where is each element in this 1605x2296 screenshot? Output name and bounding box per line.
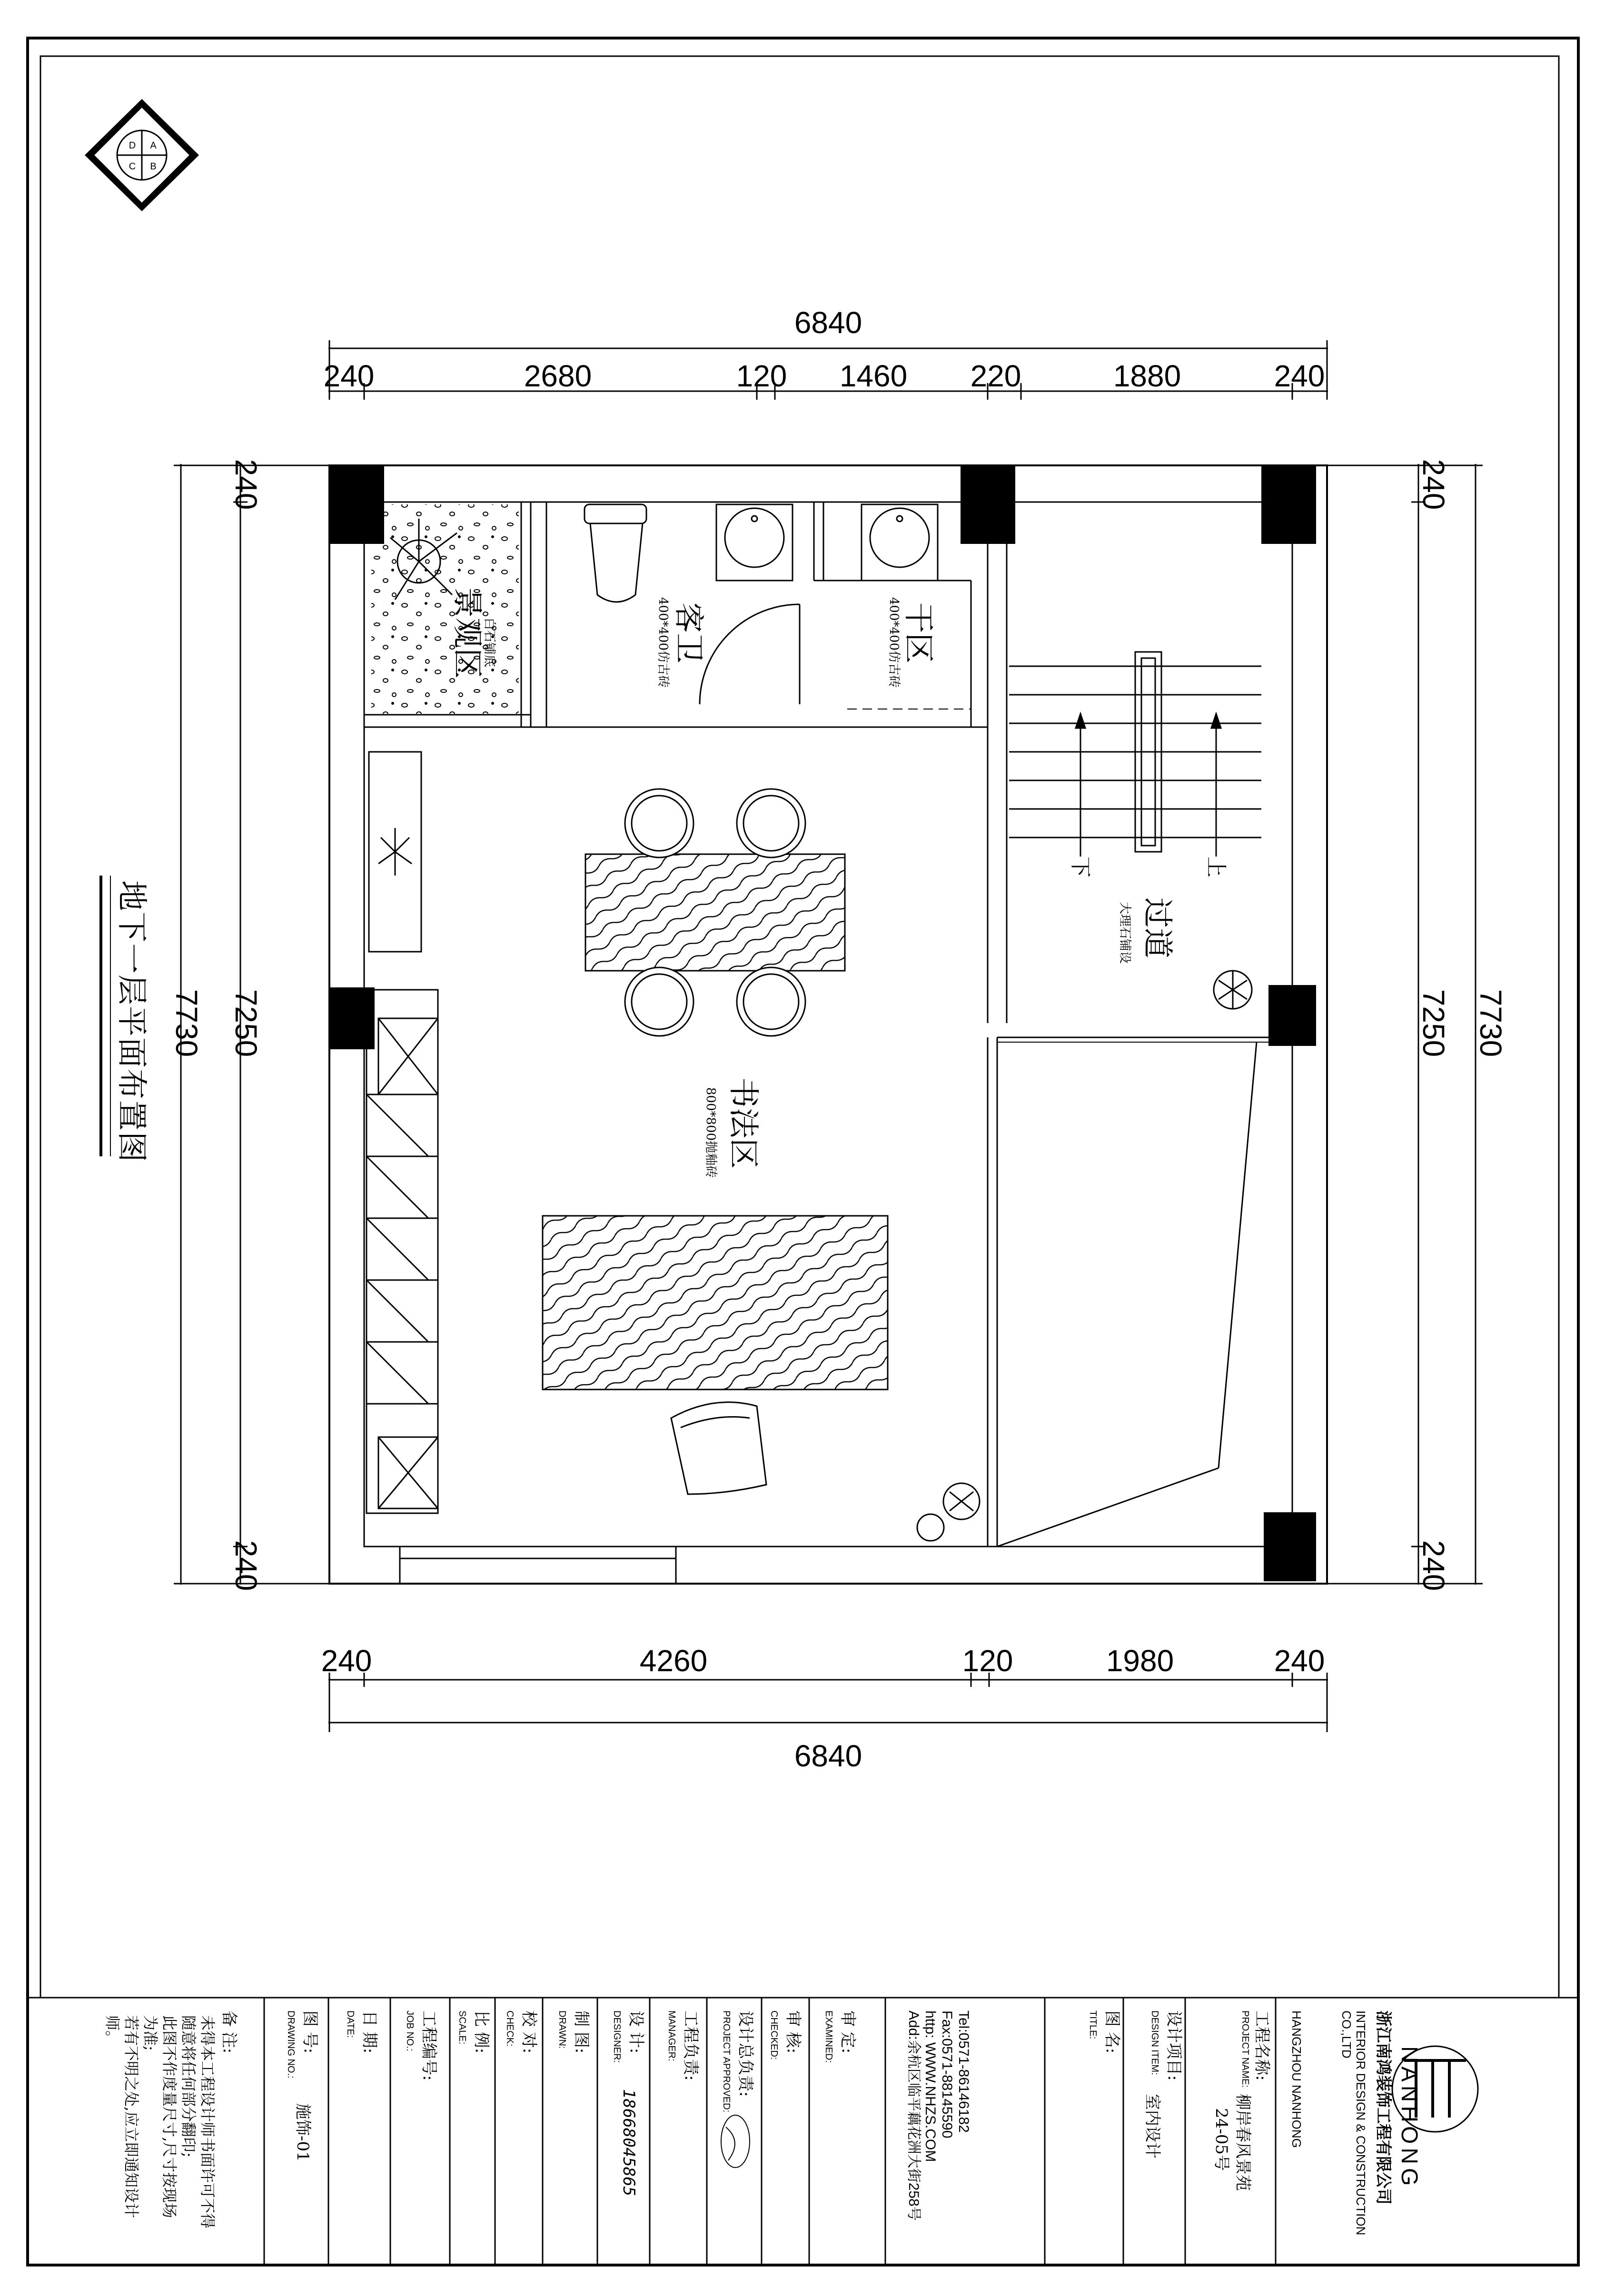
stair-up-label: 上 [1204, 857, 1228, 877]
dim-top-4: 1460 [839, 359, 908, 393]
room-guest-wc-note: 400*400仿古砖 [656, 597, 670, 688]
dim-top-total: 6840 [794, 305, 862, 340]
title-sub: TITLE: [1088, 2010, 1098, 2040]
company-tel: Tel:0571-86146182 [956, 2010, 971, 2133]
check-sub: CHECK: [505, 2010, 515, 2047]
armchair-icon [671, 1402, 766, 1494]
compass-b: B [150, 161, 157, 172]
dim-right-bottom: 240 [1417, 1540, 1451, 1591]
company-name-en-3: HANGZHOU NANHONG [1289, 2010, 1304, 2148]
chief-designer-sub: PROJECT APPROVED: [721, 2010, 732, 2113]
project-label: 工程名称: [1252, 2010, 1271, 2081]
room-landscape-note: 白石铺底 [482, 617, 496, 668]
room-calligraphy-label: 书法区 [725, 1077, 761, 1169]
drawing-no-label: 图 号: [300, 2010, 319, 2054]
drawing-title [101, 876, 149, 1163]
date-label: 日 期: [360, 2010, 379, 2054]
drawing-no-value: 施饰-01 [293, 2103, 312, 2162]
designer-sub: DESIGNER: [612, 2010, 622, 2063]
dim-top-6: 1880 [1113, 359, 1181, 393]
right-dimensions [1328, 464, 1483, 1585]
design-item-sub: DESIGN ITEM: [1149, 2010, 1160, 2075]
dim-bottom-5: 240 [1274, 1644, 1325, 1678]
wardrobe-cabinet [367, 990, 438, 1513]
remark-line-4: 为准; [141, 2015, 159, 2051]
dining-table [585, 854, 845, 971]
basin-icon [716, 504, 793, 581]
dim-right-inner: 7250 [1417, 989, 1451, 1057]
engineer-label: 工程负责: [681, 2010, 700, 2081]
dim-bottom-3: 120 [962, 1644, 1013, 1678]
remark-line-5: 若有不明之处,应立即通知设计 [122, 2015, 140, 2218]
dim-top-3: 120 [736, 359, 787, 393]
dim-left-top: 240 [229, 459, 263, 510]
project-value-2: 24-05号 [1212, 2108, 1231, 2171]
dim-left-outer: 7730 [169, 989, 204, 1057]
remark-line-1: 未得本工程设计师书面许可不得 [198, 2015, 217, 2229]
remark-line-3: 此图不作度量尺寸,尺寸按现场 [160, 2015, 178, 2218]
job-no-label: 工程编号: [419, 2010, 438, 2081]
company-web: http: WWW.NHZS.COM [922, 2010, 938, 2162]
dim-right-top: 240 [1417, 459, 1451, 510]
engineer-sub: MANAGER: [666, 2010, 677, 2061]
dim-left-inner: 7250 [229, 989, 263, 1057]
room-guest-wc-label: 客卫 [671, 602, 706, 663]
approved-sub: EXAMINED: [823, 2010, 834, 2063]
drawn-label: 制 图: [572, 2010, 591, 2054]
compass-marker [85, 99, 199, 211]
inner-border [40, 56, 1559, 1998]
design-item-label: 设计项目: [1164, 2010, 1183, 2081]
side-console [369, 752, 421, 952]
bottom-dimensions [328, 1673, 1328, 1732]
writing-desk [543, 1216, 888, 1389]
dim-top-2: 2680 [524, 359, 592, 393]
dim-top-5: 220 [970, 359, 1021, 393]
dim-top-7: 240 [1274, 359, 1325, 393]
designer-label: 设 计: [626, 2010, 645, 2054]
room-landscape-label: 景观区 [449, 587, 485, 679]
title-label: 图 名: [1102, 2010, 1121, 2054]
project-sub: PROJECT NAME: [1240, 2010, 1250, 2088]
compass-c: C [129, 161, 136, 172]
remark-line-6: 师。 [103, 2015, 121, 2046]
toilet-icon [585, 504, 646, 602]
designer-phone: 18668045865 [619, 2089, 638, 2197]
dim-left-bottom: 240 [229, 1540, 263, 1591]
door-swing-wc [700, 604, 800, 704]
drawing-title-text: 地下一层平面布置图 [114, 880, 149, 1163]
chief-designer-label: 设计总负责: [736, 2010, 755, 2097]
staircase [1009, 652, 1261, 857]
company-fax: Fax:0571-88145590 [939, 2010, 955, 2138]
room-calligraphy-note: 800*800抛釉砖 [703, 1087, 718, 1178]
dim-bottom-1: 240 [321, 1644, 372, 1678]
company-name-cn: 浙江南鸿装饰工程有限公司 [1374, 2010, 1393, 2205]
company-address: Add:余杭区临平藕花洲大街258号 [906, 2010, 921, 2221]
design-item-value: 室内设计 [1143, 2094, 1162, 2158]
company-name-en-2: CO.,LTD [1339, 2010, 1354, 2059]
drawing-no-sub: DRAWING NO.: [286, 2010, 296, 2079]
remarks-label: 备 注: [219, 2010, 238, 2054]
dim-bottom-total: 6840 [794, 1739, 862, 1773]
potted-plant-icon [1214, 971, 1252, 1009]
brand-text: NANHONG [1397, 2046, 1422, 2190]
approved-label: 审 定: [838, 2010, 857, 2054]
check-label: 校 对: [519, 2010, 538, 2054]
room-dry-area-label: 干区 [901, 602, 936, 663]
room-corridor-label: 过道 [1139, 897, 1175, 958]
dim-bottom-2: 4260 [639, 1644, 708, 1678]
scale-sub: SCALE: [457, 2010, 467, 2045]
dim-top-1: 240 [323, 359, 375, 393]
dim-right-outer: 7730 [1474, 989, 1508, 1057]
basin-icon-dry [862, 504, 938, 581]
date-sub: DATE: [345, 2010, 356, 2038]
scale-label: 比 例: [472, 2010, 491, 2054]
stair-down-label: 下 [1068, 857, 1092, 877]
compass-d: D [129, 140, 136, 151]
compass-a: A [150, 140, 157, 151]
job-no-sub: JOB NO.: [405, 2010, 415, 2051]
signature-stamp [721, 2115, 750, 2168]
room-dry-area-note: 400*400仿古砖 [887, 597, 901, 688]
floor-plant-icon [917, 1483, 980, 1541]
company-name-en-1: INTERIOR DESIGN & CONSTRUCTION [1354, 2010, 1368, 2236]
dim-bottom-4: 1980 [1106, 1644, 1174, 1678]
reviewed-sub: CHECKED: [769, 2010, 779, 2060]
drawn-sub: DRAWN: [557, 2010, 567, 2049]
reviewed-label: 审 核: [783, 2010, 802, 2054]
remark-line-2: 随意将任何部分翻印; [179, 2015, 198, 2158]
landscape-gravel [371, 504, 519, 714]
room-corridor-note: 大理石铺设 [1118, 901, 1132, 964]
outer-border [28, 38, 1578, 2265]
project-value-1: 柳岸春风景苑 [1233, 2094, 1252, 2191]
